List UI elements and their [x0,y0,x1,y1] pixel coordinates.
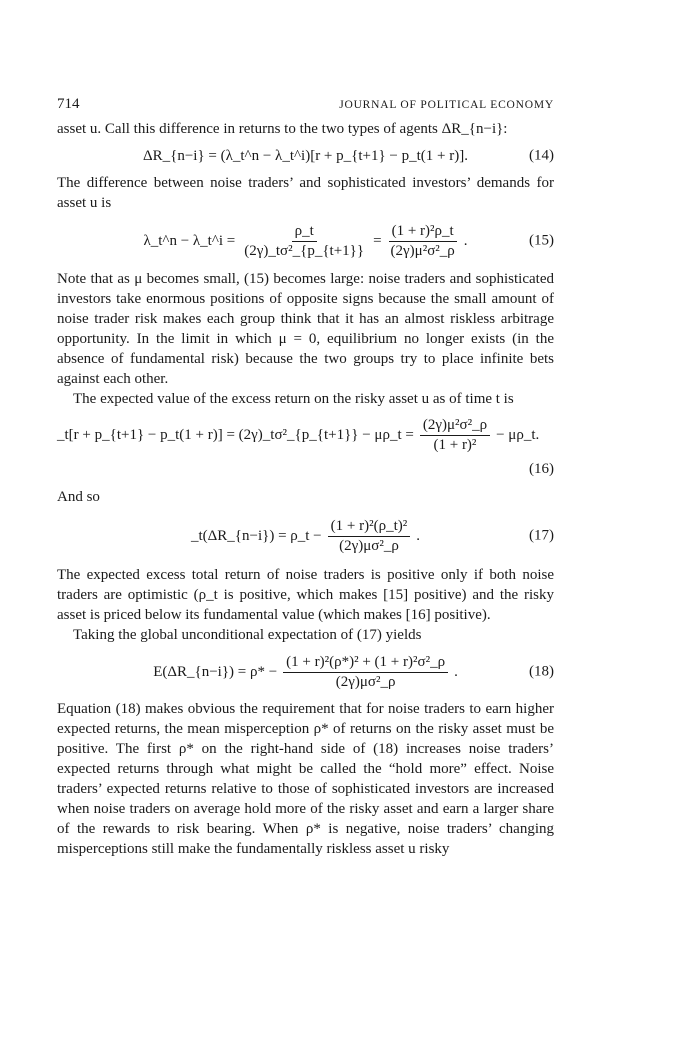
equation-15-fraction-1 [241,223,367,260]
equation-18-lhs: E(ΔR_{n−i}) = ρ* − [153,663,278,680]
equation-16-fraction [420,417,490,454]
journal-title: JOURNAL OF POLITICAL ECONOMY [339,99,554,111]
paragraph-7: Equation (18) makes obvious the requirement that for noise traders to earn higher expected returns, the mean misperception ρ* of returns on the risky asset must be positive. The first ρ* on the right-hand side of (18) increases noise traders’ expected returns through what might be called the “hold more” effect. Noise traders’ expected returns relative to those of sophisticated investors are increased when noise traders on average hold more of the risky asset and earn a larger share of the rewards to risk bearing. When ρ* is negative, noise traders’ changing misperceptions still make the fundamentally riskless asset u risky [57,701,554,857]
equation-15-fraction-2 [388,223,458,260]
fraction-denominator: (2γ)μσ²_ρ [339,537,399,554]
fraction-denominator: (2γ)μσ²_ρ [335,673,396,690]
equation-15-lhs: λ_t^n − λ_t^i = [143,232,236,249]
fraction-numerator: ρ_t [292,223,317,242]
fraction-denominator: (2γ)_tσ²_{p_{t+1}} [244,242,365,259]
paragraph-1: asset u. Call this difference in returns to the two types of agents ΔR_{n−i}: [57,121,508,137]
equation-16-number: (16) [529,461,554,477]
paragraph-2: The difference between noise traders’ and sophisticated investors’ demands for asset u is [57,175,554,211]
equation-14 [57,139,554,173]
running-header [57,96,554,113]
equation-15 [57,213,554,269]
equation-16-lhs: _t[r + p_{t+1} − p_t(1 + r)] = (2γ)_tσ²_{p_{t+1}} − μρ_t = [57,426,414,443]
and-so-text: And so [57,489,100,505]
equation-18-fraction [283,654,448,691]
fraction-numerator: (1 + r)²(ρ*)² + (1 + r)²σ²_ρ [283,654,448,673]
page [57,96,554,859]
paragraph-4: The expected value of the excess return on the risky asset u as of time t is [73,391,514,407]
fraction-numerator: (1 + r)²(ρ_t)² [328,518,411,537]
equation-17-end: . [416,527,420,544]
fraction-denominator: (1 + r)² [433,436,477,453]
paragraph-6: Taking the global unconditional expectation of (17) yields [73,627,422,643]
equation-17 [57,507,554,565]
equation-15-end: . [463,232,468,249]
fraction-numerator: (2γ)μ²σ²_ρ [420,417,490,436]
equation-16 [57,409,554,461]
paragraph-3: Note that as μ becomes small, (15) becomes large: noise traders and sophisticated investors take enormous positions of opposite signs because the small amount of noise trader risk makes each group think that it has an almost riskless arbitrage opportunity. In the limit in which μ = 0, equilibrium no longer exists (in the absence of fundamental risk) because the two groups try to place infinite bets against each other. [57,271,554,387]
equation-17-lhs: _t(ΔR_{n−i}) = ρ_t − [190,527,322,544]
equation-14-number: (14) [529,147,554,164]
equation-15-number: (15) [529,232,554,249]
equation-14-body: ΔR_{n−i} = (λ_t^n − λ_t^i)[r + p_{t+1} − p_t(1 + r)]. [142,147,468,164]
equation-18-end: . [454,663,458,680]
equation-17-fraction [328,518,411,555]
paragraph-5: The expected excess total return of noise traders is positive only if both noise traders are optimistic (ρ_t is positive, which makes [15] positive) and the risky asset is priced below its fundamental value (which makes [16] positive). [57,567,554,623]
equation-15-equals: = [373,232,382,249]
equation-16-rhs: − μρ_t. [496,426,540,443]
page-number: 714 [57,96,80,112]
equation-16-number-row [57,461,554,487]
equation-17-number: (17) [529,527,554,544]
equation-18 [57,645,554,699]
equation-18-number: (18) [529,663,554,680]
fraction-numerator: (1 + r)²ρ_t [389,223,457,242]
fraction-denominator: (2γ)μ²σ²_ρ [390,242,455,259]
